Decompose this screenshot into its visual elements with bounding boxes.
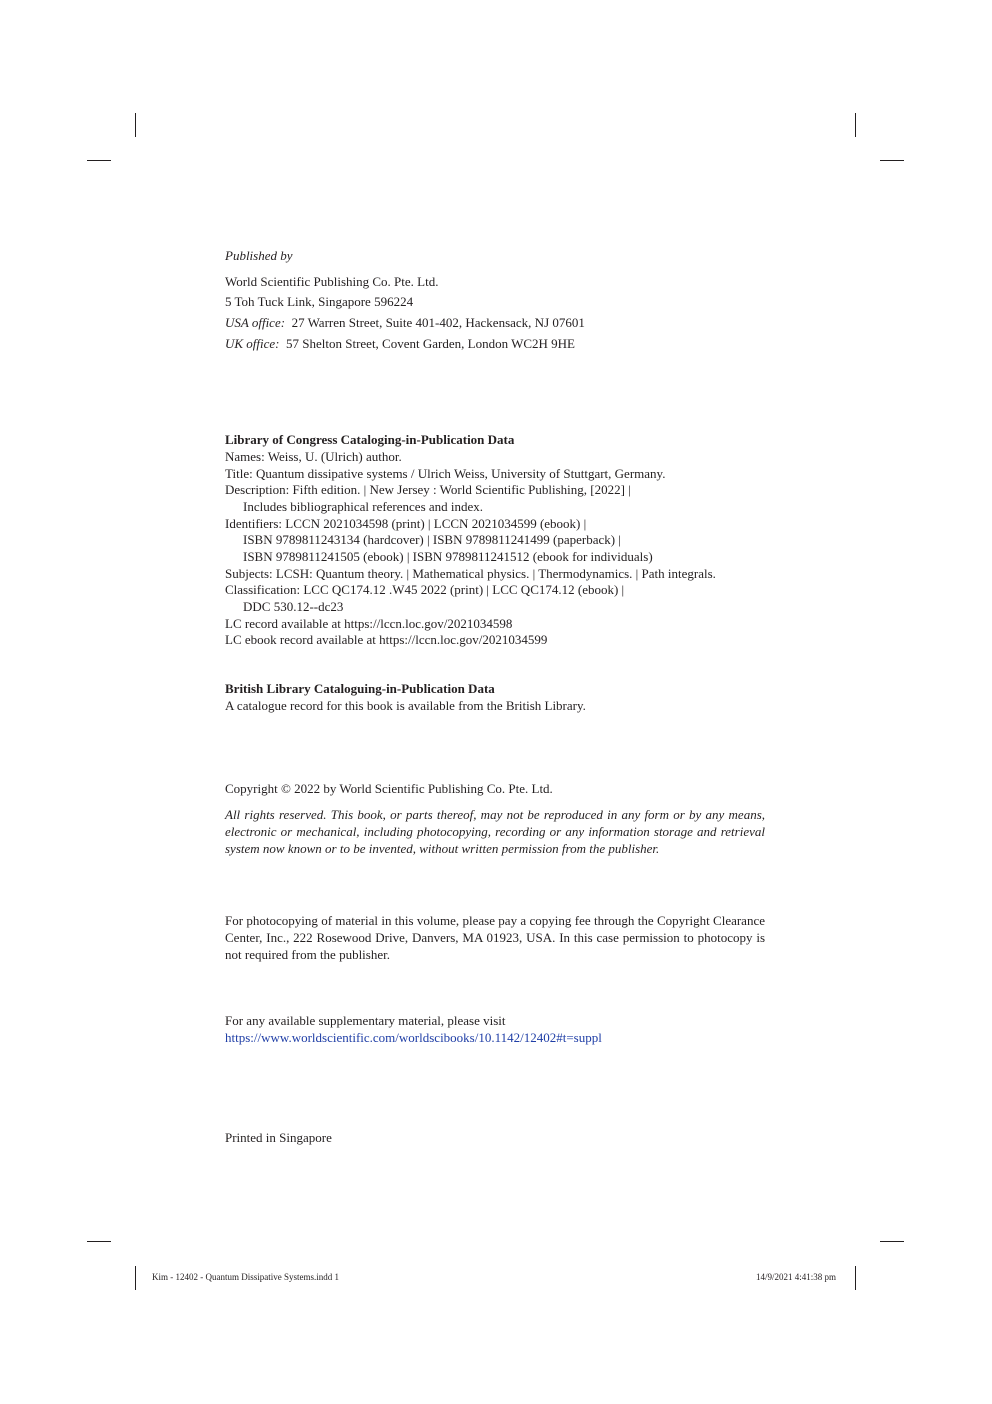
rights-reserved: All rights reserved. This book, or parts thereof, may not be reproduced in any form or by any means, electronic or mechanical, including photocopying, recording or any information storage and retrieval system now known or to be invented, without written permission from the publisher.: [225, 807, 765, 856]
uk-office-address: 57 Shelton Street, Covent Garden, London WC2H 9HE: [286, 336, 575, 351]
usa-office-label: USA office:: [225, 315, 286, 330]
british-library-heading: British Library Cataloguing-in-Publication Data: [225, 681, 495, 696]
british-library-text: A catalogue record for this book is available from the British Library.: [225, 698, 586, 713]
crop-mark-top-right-horizontal: [880, 160, 904, 161]
supplementary-text: For any available supplementary material, please visit: [225, 1013, 506, 1028]
uk-office-label: UK office:: [225, 336, 280, 351]
loc-line: LC ebook record available at https://lccn.loc.gov/2021034599: [225, 632, 548, 647]
loc-line: Title: Quantum dissipative systems / Ulrich Weiss, University of Stuttgart, Germany.: [225, 466, 666, 481]
crop-mark-bottom-right-horizontal: [880, 1241, 904, 1242]
slug-timestamp: 14/9/2021 4:41:38 pm: [755, 1272, 836, 1282]
loc-line: DDC 530.12--dc23: [243, 599, 344, 614]
slug-filename: Kim - 12402 - Quantum Dissipative Systems.indd 1: [152, 1272, 339, 1282]
loc-line: ISBN 9789811243134 (hardcover) | ISBN 9789811241499 (paperback) |: [243, 532, 621, 547]
crop-mark-bottom-left-vertical: [135, 1266, 136, 1290]
loc-line: Includes bibliographical references and index.: [243, 499, 484, 514]
photocopy-notice: For photocopying of material in this volume, please pay a copying fee through the Copyright Clearance Center, Inc., 222 Rosewood Drive, Danvers, MA 01923, USA. In this case permission to photocopy is not required from the publisher.: [225, 913, 765, 962]
crop-mark-bottom-right-vertical: [855, 1266, 856, 1290]
publisher-name: World Scientific Publishing Co. Pte. Ltd.: [225, 274, 439, 289]
crop-mark-bottom-left-horizontal: [87, 1241, 111, 1242]
loc-line: Classification: LCC QC174.12 .W45 2022 (print) | LCC QC174.12 (ebook) |: [225, 582, 625, 597]
crop-mark-top-left-horizontal: [87, 160, 111, 161]
loc-heading: Library of Congress Cataloging-in-Publication Data: [225, 432, 515, 447]
uk-office: [225, 335, 575, 352]
loc-line: Description: Fifth edition. | New Jersey : World Scientific Publishing, [2022] |: [225, 482, 631, 497]
loc-line: ISBN 9789811241505 (ebook) | ISBN 9789811241512 (ebook for individuals): [243, 549, 653, 564]
loc-line: Names: Weiss, U. (Ulrich) author.: [225, 449, 402, 464]
printed-in: Printed in Singapore: [225, 1130, 332, 1145]
loc-line: LC record available at https://lccn.loc.gov/2021034598: [225, 616, 513, 631]
usa-office: [225, 314, 585, 331]
loc-line: Subjects: LCSH: Quantum theory. | Mathematical physics. | Thermodynamics. | Path integrals.: [225, 566, 716, 581]
published-by-label: Published by: [225, 248, 293, 263]
crop-mark-top-right-vertical: [855, 113, 856, 137]
publisher-address: 5 Toh Tuck Link, Singapore 596224: [225, 294, 414, 309]
supplementary-link[interactable]: https://www.worldscientific.com/worldscibooks/10.1142/12402#t=suppl: [225, 1030, 602, 1045]
copyright-line: Copyright © 2022 by World Scientific Publishing Co. Pte. Ltd.: [225, 781, 553, 796]
loc-line: Identifiers: LCCN 2021034598 (print) | LCCN 2021034599 (ebook) |: [225, 516, 587, 531]
usa-office-address: 27 Warren Street, Suite 401-402, Hackensack, NJ 07601: [291, 315, 585, 330]
crop-mark-top-left-vertical: [135, 113, 136, 137]
